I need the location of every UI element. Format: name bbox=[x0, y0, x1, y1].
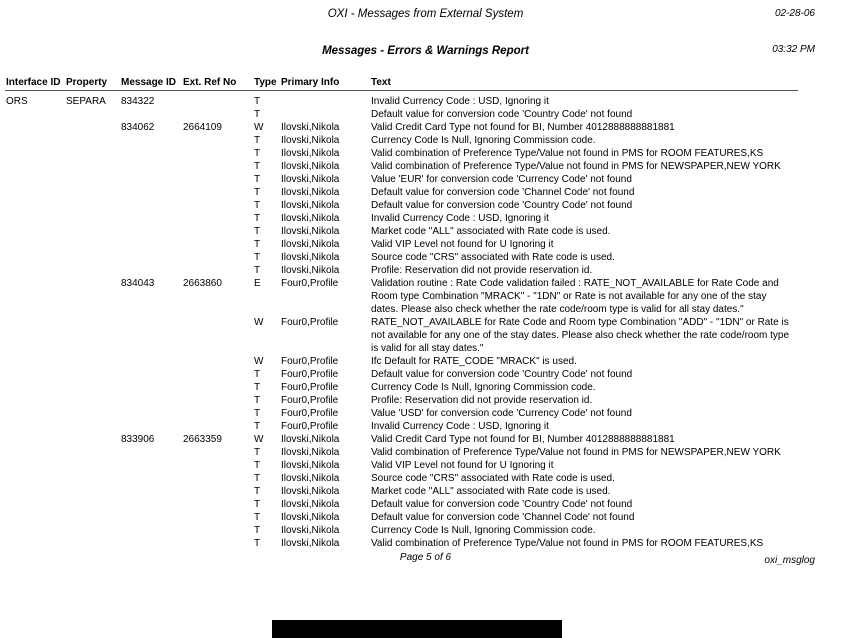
cell-type: T bbox=[254, 395, 261, 406]
cell-text: Default value for conversion code 'Country Code' not found bbox=[371, 109, 633, 120]
cell-type: T bbox=[254, 239, 261, 250]
cell-type: T bbox=[254, 148, 261, 159]
cell-type: T bbox=[254, 473, 261, 484]
table-row bbox=[6, 498, 806, 511]
cell-primary-info: Ilovski,Nikola bbox=[281, 200, 340, 211]
cell-text: Default value for conversion code 'Channel Code' not found bbox=[371, 512, 635, 523]
column-header-type: Type bbox=[254, 77, 277, 88]
cell-type: T bbox=[254, 447, 261, 458]
cell-type: T bbox=[254, 525, 261, 536]
table-row bbox=[6, 264, 806, 277]
table-row bbox=[6, 212, 806, 225]
cell-type: T bbox=[254, 538, 261, 549]
cell-text: Valid VIP Level not found for U Ignoring it bbox=[371, 239, 554, 250]
table-row bbox=[6, 355, 806, 368]
cell-message-id: 834062 bbox=[121, 122, 155, 133]
cell-primary-info: Four0,Profile bbox=[281, 356, 339, 367]
cell-type: T bbox=[254, 408, 261, 419]
column-header-property: Property bbox=[66, 77, 108, 88]
table-row bbox=[6, 147, 806, 160]
cell-text: Source code "CRS" associated with Rate code is used. bbox=[371, 252, 615, 263]
column-header-ext-ref-no: Ext. Ref No bbox=[183, 77, 237, 88]
table-row bbox=[6, 459, 806, 472]
cell-type: E bbox=[254, 278, 261, 289]
table-row bbox=[6, 368, 806, 381]
cell-type: W bbox=[254, 317, 264, 328]
table-row bbox=[6, 381, 806, 394]
cell-primary-info: Four0,Profile bbox=[281, 395, 339, 406]
cell-primary-info: Ilovski,Nikola bbox=[281, 473, 340, 484]
cell-type: T bbox=[254, 486, 261, 497]
table-row bbox=[6, 394, 806, 407]
cell-text: Default value for conversion code 'Channel Code' not found bbox=[371, 187, 635, 198]
cell-type: T bbox=[254, 187, 261, 198]
cell-text: RATE_NOT_AVAILABLE for Rate Code and Room type Combination "ADD" - "1DN" or Rate is not available for any one of the stay dates. Please also check whether the rate code/room type is valid for all stay dates." bbox=[371, 317, 790, 354]
cell-ext-ref-no: 2663359 bbox=[183, 434, 222, 445]
table-row bbox=[6, 446, 806, 459]
table-row bbox=[6, 134, 806, 147]
cell-primary-info: Ilovski,Nikola bbox=[281, 447, 340, 458]
report-subtitle: Messages - Errors & Warnings Report bbox=[322, 45, 529, 57]
header-divider bbox=[5, 90, 798, 91]
cell-type: T bbox=[254, 161, 261, 172]
cell-text: Default value for conversion code 'Country Code' not found bbox=[371, 200, 633, 211]
cell-type: T bbox=[254, 265, 261, 276]
cell-text: Valid combination of Preference Type/Value not found in PMS for NEWSPAPER,NEW YORK bbox=[371, 447, 781, 458]
column-header-text: Text bbox=[371, 77, 391, 88]
cell-text: Ifc Default for RATE_CODE "MRACK" is used. bbox=[371, 356, 577, 367]
cell-primary-info: Ilovski,Nikola bbox=[281, 226, 340, 237]
table-body bbox=[6, 95, 806, 550]
cell-primary-info: Ilovski,Nikola bbox=[281, 187, 340, 198]
cell-primary-info: Four0,Profile bbox=[281, 278, 339, 289]
cell-text: Valid combination of Preference Type/Value not found in PMS for NEWSPAPER,NEW YORK bbox=[371, 161, 781, 172]
cell-ext-ref-no: 2663860 bbox=[183, 278, 222, 289]
table-header bbox=[6, 76, 795, 89]
cell-text: Currency Code Is Null, Ignoring Commission code. bbox=[371, 135, 596, 146]
cell-text: Valid Credit Card Type not found for BI, Number 4012888888881881 bbox=[371, 434, 675, 445]
cell-message-id: 834322 bbox=[121, 96, 155, 107]
cell-text: Default value for conversion code 'Country Code' not found bbox=[371, 499, 633, 510]
table-row bbox=[6, 472, 806, 485]
cell-type: T bbox=[254, 421, 261, 432]
cell-text: Market code "ALL" associated with Rate code is used. bbox=[371, 226, 611, 237]
bottom-black-bar bbox=[272, 620, 562, 638]
cell-text: Valid Credit Card Type not found for BI, Number 4012888888881881 bbox=[371, 122, 675, 133]
cell-type: T bbox=[254, 109, 261, 120]
table-row bbox=[6, 524, 806, 537]
table-row bbox=[6, 160, 806, 173]
table-row bbox=[6, 537, 806, 550]
table-row bbox=[6, 420, 806, 433]
cell-primary-info: Ilovski,Nikola bbox=[281, 525, 340, 536]
cell-text: Currency Code Is Null, Ignoring Commission code. bbox=[371, 525, 596, 536]
table-row bbox=[6, 485, 806, 498]
cell-text: Value 'USD' for conversion code 'Currency Code' not found bbox=[371, 408, 632, 419]
cell-type: W bbox=[254, 356, 264, 367]
cell-type: T bbox=[254, 382, 261, 393]
report-date: 02-28-06 bbox=[774, 8, 815, 19]
cell-text: Invalid Currency Code : USD, Ignoring it bbox=[371, 213, 549, 224]
cell-text: Currency Code Is Null, Ignoring Commission code. bbox=[371, 382, 596, 393]
cell-primary-info: Ilovski,Nikola bbox=[281, 252, 340, 263]
table-row bbox=[6, 108, 806, 121]
cell-interface-id: ORS bbox=[6, 96, 28, 107]
cell-primary-info: Ilovski,Nikola bbox=[281, 512, 340, 523]
cell-primary-info: Four0,Profile bbox=[281, 317, 339, 328]
cell-primary-info: Four0,Profile bbox=[281, 382, 339, 393]
cell-primary-info: Ilovski,Nikola bbox=[281, 239, 340, 250]
cell-text: Default value for conversion code 'Country Code' not found bbox=[371, 369, 633, 380]
table-row bbox=[6, 199, 806, 212]
cell-property: SEPARA bbox=[66, 96, 106, 107]
cell-primary-info: Ilovski,Nikola bbox=[281, 460, 340, 471]
column-header-primary-info: Primary Info bbox=[281, 77, 340, 88]
cell-primary-info: Ilovski,Nikola bbox=[281, 486, 340, 497]
cell-primary-info: Ilovski,Nikola bbox=[281, 538, 340, 549]
cell-primary-info: Ilovski,Nikola bbox=[281, 434, 340, 445]
cell-text: Valid combination of Preference Type/Value not found in PMS for ROOM FEATURES,KS bbox=[371, 148, 764, 159]
cell-primary-info: Four0,Profile bbox=[281, 421, 339, 432]
cell-type: T bbox=[254, 213, 261, 224]
cell-primary-info: Ilovski,Nikola bbox=[281, 135, 340, 146]
cell-primary-info: Ilovski,Nikola bbox=[281, 148, 340, 159]
cell-type: W bbox=[254, 122, 264, 133]
cell-type: T bbox=[254, 200, 261, 211]
cell-type: T bbox=[254, 512, 261, 523]
column-header-interface-id: Interface ID bbox=[6, 77, 61, 88]
cell-primary-info: Ilovski,Nikola bbox=[281, 122, 340, 133]
cell-type: T bbox=[254, 252, 261, 263]
cell-primary-info: Four0,Profile bbox=[281, 369, 339, 380]
table-row bbox=[6, 407, 806, 420]
cell-primary-info: Ilovski,Nikola bbox=[281, 265, 340, 276]
report-time: 03:32 PM bbox=[772, 44, 815, 55]
cell-text: Invalid Currency Code : USD, Ignoring it bbox=[371, 96, 549, 107]
cell-type: T bbox=[254, 499, 261, 510]
table-row bbox=[6, 173, 806, 186]
cell-text: Validation routine : Rate Code validation failed : RATE_NOT_AVAILABLE for Rate Code and Room type Combination "MRACK" - "1DN" or Rate is not available for any one of the stay dates. Please also check whether the rate code/room type is valid for all stay dates." bbox=[371, 278, 779, 315]
cell-ext-ref-no: 2664109 bbox=[183, 122, 222, 133]
table-row bbox=[6, 511, 806, 524]
cell-primary-info: Ilovski,Nikola bbox=[281, 161, 340, 172]
cell-text: Value 'EUR' for conversion code 'Currency Code' not found bbox=[371, 174, 632, 185]
table-row bbox=[6, 238, 806, 251]
cell-type: T bbox=[254, 226, 261, 237]
table-row bbox=[6, 433, 806, 446]
cell-text: Market code "ALL" associated with Rate code is used. bbox=[371, 486, 611, 497]
table-row bbox=[6, 251, 806, 264]
table-row bbox=[6, 121, 806, 134]
cell-type: T bbox=[254, 174, 261, 185]
cell-type: T bbox=[254, 96, 261, 107]
table-row bbox=[6, 225, 806, 238]
cell-primary-info: Four0,Profile bbox=[281, 408, 339, 419]
cell-text: Source code "CRS" associated with Rate code is used. bbox=[371, 473, 615, 484]
page-number: Page 5 of 6 bbox=[399, 552, 452, 563]
cell-message-id: 834043 bbox=[121, 278, 155, 289]
table-row bbox=[6, 95, 806, 108]
table-row bbox=[6, 186, 806, 199]
cell-type: T bbox=[254, 135, 261, 146]
table-row bbox=[6, 277, 806, 316]
cell-text: Profile: Reservation did not provide reservation id. bbox=[371, 395, 593, 406]
cell-type: T bbox=[254, 460, 261, 471]
column-header-message-id: Message ID bbox=[121, 77, 177, 88]
cell-text: Profile: Reservation did not provide reservation id. bbox=[371, 265, 593, 276]
cell-primary-info: Ilovski,Nikola bbox=[281, 213, 340, 224]
cell-type: T bbox=[254, 369, 261, 380]
cell-text: Valid combination of Preference Type/Value not found in PMS for ROOM FEATURES,KS bbox=[371, 538, 764, 549]
table-row bbox=[6, 316, 806, 355]
cell-type: W bbox=[254, 434, 264, 445]
cell-primary-info: Ilovski,Nikola bbox=[281, 499, 340, 510]
cell-text: Invalid Currency Code : USD, Ignoring it bbox=[371, 421, 549, 432]
cell-primary-info: Ilovski,Nikola bbox=[281, 174, 340, 185]
report-title: OXI - Messages from External System bbox=[327, 8, 524, 20]
cell-text: Valid VIP Level not found for U Ignoring it bbox=[371, 460, 554, 471]
report-code: oxi_msglog bbox=[764, 555, 815, 566]
cell-message-id: 833906 bbox=[121, 434, 155, 445]
